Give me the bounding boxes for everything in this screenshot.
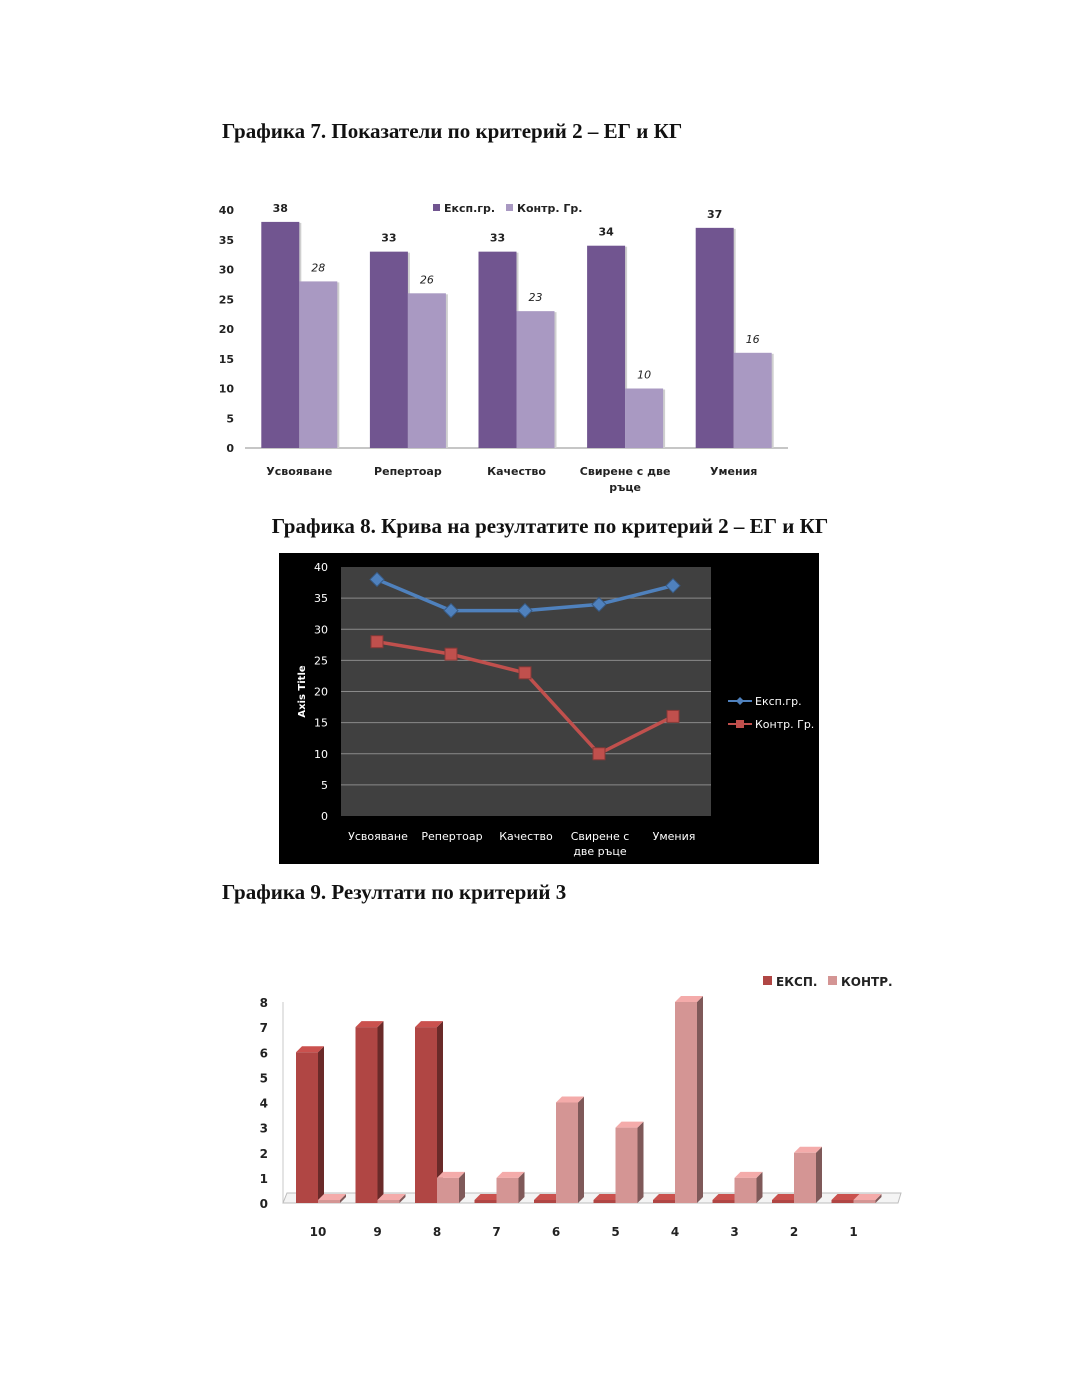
chart9-bar bbox=[616, 1128, 638, 1203]
chart8-x-tick-label: Усвояване bbox=[348, 830, 408, 843]
chart9-legend-label: КОНТР. bbox=[841, 975, 893, 989]
chart9-y-tick-label: 6 bbox=[259, 1046, 268, 1061]
chart8-legend-label: Експ.гр. bbox=[755, 695, 802, 708]
chart8-caption: Графика 8. Крива на резултатите по критерий 2 – ЕГ и КГ bbox=[271, 514, 829, 538]
chart8-x-tick-label: две ръце bbox=[573, 845, 627, 858]
chart9-bar-side bbox=[816, 1147, 822, 1203]
chart9-bar bbox=[772, 1200, 794, 1203]
chart9-bar bbox=[794, 1153, 816, 1203]
chart8-y-tick-label: 0 bbox=[321, 810, 328, 823]
chart9-bar bbox=[437, 1178, 459, 1203]
chart7-data-label: 34 bbox=[598, 225, 614, 239]
chart8-x-tick-label: Умения bbox=[652, 830, 696, 843]
chart8-x-tick-label: Качество bbox=[499, 830, 553, 843]
chart7-bar bbox=[625, 389, 663, 449]
chart8-y-tick-label: 10 bbox=[314, 747, 328, 761]
chart7-bar bbox=[261, 222, 299, 448]
chart7-data-label: 23 bbox=[528, 291, 543, 305]
chart9-y-tick-label: 7 bbox=[259, 1021, 268, 1036]
chart9-y-tick-label: 0 bbox=[259, 1197, 268, 1211]
chart9-y-tick-label: 2 bbox=[259, 1146, 268, 1161]
chart9-caption: Графика 9. Резултати по критерий 3 bbox=[222, 880, 567, 904]
chart7-y-tick-label: 30 bbox=[218, 263, 234, 277]
chart9-bar bbox=[415, 1027, 437, 1203]
chart9-bar bbox=[378, 1200, 400, 1203]
chart8-x-tick-label: Репертоар bbox=[421, 830, 483, 843]
chart9-y-tick-label: 5 bbox=[259, 1071, 268, 1086]
chart7-data-label: 33 bbox=[489, 231, 506, 245]
chart7-data-label: 10 bbox=[637, 368, 652, 382]
chart9-legend-swatch bbox=[763, 976, 772, 985]
chart7-x-tick-label: Усвояване bbox=[266, 465, 333, 478]
chart9-bar bbox=[653, 1200, 675, 1203]
chart7-bar bbox=[587, 246, 625, 448]
chart8-data-point bbox=[593, 748, 605, 760]
chart9-x-tick-label: 7 bbox=[492, 1225, 501, 1239]
chart7-y-tick-label: 40 bbox=[218, 204, 234, 217]
chart7-x-tick-label: Качество bbox=[487, 465, 546, 478]
chart7-data-label: 16 bbox=[745, 332, 760, 346]
chart9-x-tick-label: 3 bbox=[730, 1225, 739, 1239]
chart7-data-label: 26 bbox=[419, 273, 434, 287]
chart9-bar bbox=[713, 1200, 735, 1203]
chart7-bar bbox=[299, 281, 337, 448]
chart7-y-tick-label: 5 bbox=[226, 412, 234, 426]
chart9-x-tick-label: 4 bbox=[670, 1225, 680, 1239]
chart8-line-chart bbox=[0, 553, 830, 868]
chart7-y-tick-label: 0 bbox=[226, 442, 234, 455]
chart8-legend-label: Контр. Гр. bbox=[755, 718, 815, 731]
chart8-y-axis-title: Axis Title bbox=[297, 665, 308, 718]
chart7-y-tick-label: 15 bbox=[218, 352, 234, 366]
chart8-data-point bbox=[519, 667, 531, 679]
chart9-x-tick-label: 5 bbox=[611, 1225, 620, 1239]
chart9-bar bbox=[675, 1002, 697, 1203]
chart7-bar bbox=[479, 252, 517, 448]
chart7-legend-label: Експ.гр. bbox=[444, 202, 496, 215]
chart7-legend-swatch bbox=[506, 204, 513, 211]
chart9-bar bbox=[318, 1200, 340, 1203]
chart8-y-tick-label: 25 bbox=[314, 654, 328, 668]
chart9-bar bbox=[497, 1178, 519, 1203]
chart8-y-tick-label: 40 bbox=[314, 561, 328, 574]
chart7-legend-label: Контр. Гр. bbox=[517, 202, 583, 215]
chart7-data-label: 37 bbox=[707, 207, 723, 221]
chart9-bar bbox=[854, 1200, 876, 1203]
chart7-x-tick-label: ръце bbox=[609, 481, 641, 494]
chart9-bar bbox=[735, 1178, 757, 1203]
chart9-bar bbox=[475, 1200, 497, 1203]
chart9-x-tick-label: 8 bbox=[432, 1225, 442, 1239]
chart7-data-label: 28 bbox=[311, 261, 326, 275]
chart9-bar-side bbox=[318, 1046, 324, 1203]
chart7-data-label: 38 bbox=[272, 201, 288, 215]
chart9-y-tick-label: 8 bbox=[259, 996, 268, 1010]
chart7-bar bbox=[370, 252, 408, 448]
chart7-bar bbox=[734, 353, 772, 448]
chart8-y-tick-label: 5 bbox=[321, 778, 328, 792]
chart9-x-tick-label: 10 bbox=[309, 1225, 327, 1239]
chart9-y-tick-label: 3 bbox=[259, 1121, 268, 1136]
chart9-x-tick-label: 6 bbox=[551, 1225, 561, 1239]
chart7-data-label: 33 bbox=[381, 231, 397, 245]
chart9-bar3d-chart bbox=[0, 960, 920, 1260]
chart7-x-tick-label: Свирене с две bbox=[579, 465, 671, 478]
chart9-legend-label: ЕКСП. bbox=[776, 975, 818, 989]
chart9-y-tick-label: 1 bbox=[259, 1171, 268, 1186]
chart7-caption: Графика 7. Показатели по критерий 2 – ЕГ и КГ bbox=[222, 119, 683, 143]
chart9-bar bbox=[356, 1027, 378, 1203]
chart8-y-tick-label: 30 bbox=[314, 623, 328, 637]
chart8-x-tick-label: Свирене с bbox=[570, 830, 630, 843]
chart7-legend-swatch bbox=[433, 204, 440, 211]
chart7-y-tick-label: 10 bbox=[218, 382, 234, 396]
chart9-bar-side bbox=[378, 1021, 384, 1203]
chart9-x-tick-label: 1 bbox=[849, 1225, 858, 1239]
chart7-bar-chart bbox=[0, 190, 800, 505]
chart8-data-point bbox=[371, 636, 383, 648]
chart9-bar bbox=[296, 1052, 318, 1203]
chart9-x-tick-label: 2 bbox=[789, 1225, 799, 1239]
chart9-bar-side bbox=[697, 996, 703, 1203]
chart7-bar bbox=[408, 293, 446, 448]
chart7-y-tick-label: 35 bbox=[218, 233, 234, 247]
chart7-y-tick-label: 25 bbox=[218, 293, 234, 307]
chart8-data-point bbox=[667, 710, 679, 722]
chart9-bar bbox=[594, 1200, 616, 1203]
chart9-bar bbox=[556, 1103, 578, 1204]
chart8-y-tick-label: 20 bbox=[314, 685, 328, 699]
chart8-data-point bbox=[445, 648, 457, 660]
chart9-legend-swatch bbox=[828, 976, 837, 985]
chart9-y-tick-label: 4 bbox=[259, 1096, 268, 1111]
chart7-x-tick-label: Умения bbox=[710, 465, 758, 478]
chart9-x-tick-label: 9 bbox=[373, 1225, 382, 1239]
chart7-x-tick-label: Репертоар bbox=[374, 465, 442, 478]
chart8-legend-marker bbox=[736, 720, 744, 728]
chart9-bar-side bbox=[578, 1097, 584, 1204]
chart8-y-tick-label: 35 bbox=[314, 592, 328, 606]
chart7-bar bbox=[517, 311, 555, 448]
chart9-bar bbox=[534, 1200, 556, 1203]
chart7-y-tick-label: 20 bbox=[218, 323, 234, 336]
chart9-bar-side bbox=[638, 1122, 644, 1203]
chart8-y-tick-label: 15 bbox=[314, 716, 328, 730]
chart9-bar bbox=[832, 1200, 854, 1203]
chart7-bar bbox=[696, 228, 734, 448]
